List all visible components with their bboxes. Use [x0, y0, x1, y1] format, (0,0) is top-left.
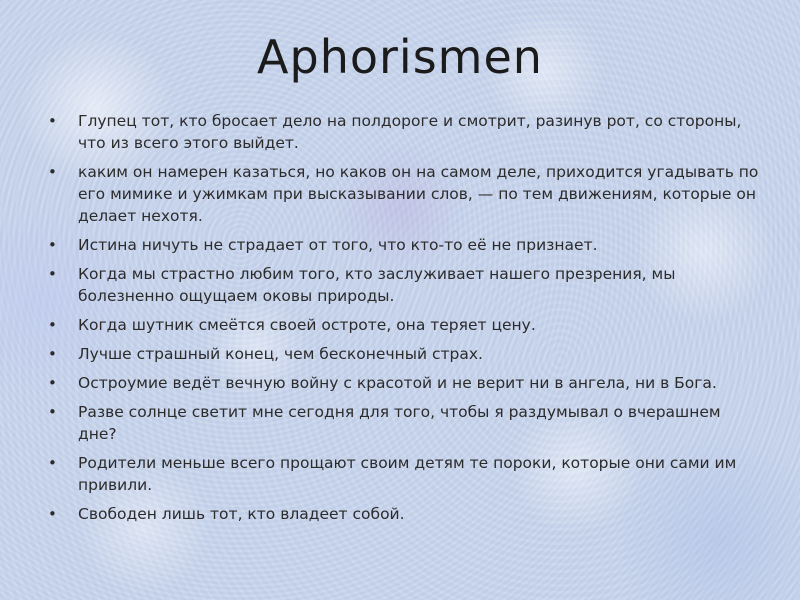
list-item-text: Истина ничуть не страдает от того, что кто-то её не признает. [78, 236, 598, 254]
list-item-text: Остроумие ведёт вечную войну с красотой и не верит ни в ангела, ни в Бога. [78, 374, 717, 392]
list-item [44, 234, 764, 256]
bullet-icon: • [48, 112, 57, 130]
bullet-icon: • [48, 163, 57, 181]
list-item [44, 263, 764, 307]
bullet-icon: • [48, 403, 57, 421]
list-item [44, 343, 764, 365]
aphorism-list [44, 110, 764, 532]
list-item-text: Когда мы страстно любим того, кто заслуживает нашего презрения, мы болезненно ощущаем оковы природы. [78, 265, 676, 305]
list-item [44, 161, 764, 227]
bullet-icon: • [48, 265, 57, 283]
bullet-icon: • [48, 454, 57, 472]
bullet-icon: • [48, 505, 57, 523]
bullet-icon: • [48, 374, 57, 392]
list-item-text: Когда шутник смеётся своей остроте, она теряет цену. [78, 316, 536, 334]
slide-title: Aphorismen [257, 30, 543, 84]
list-item [44, 372, 764, 394]
list-item-text: Разве солнце светит мне сегодня для того, чтобы я раздумывал о вчерашнем дне? [78, 403, 721, 443]
bullet-icon: • [48, 236, 57, 254]
list-item-text: Свободен лишь тот, кто владеет собой. [78, 505, 405, 523]
list-item-text: каким он намерен казаться, но каков он на самом деле, приходится угадывать по его мимике и ужимкам при высказывании слов, — по тем движениям, которые он делает нехотя. [78, 163, 759, 225]
list-item [44, 401, 764, 445]
list-item [44, 110, 764, 154]
list-item-text: Глупец тот, кто бросает дело на полдороге и смотрит, разинув рот, со стороны, что из всего этого выйдет. [78, 112, 742, 152]
bullet-icon: • [48, 345, 57, 363]
list-item [44, 503, 764, 525]
list-item-text: Лучше страшный конец, чем бесконечный страх. [78, 345, 483, 363]
list-item [44, 452, 764, 496]
bullet-icon: • [48, 316, 57, 334]
list-item-text: Родители меньше всего прощают своим детям те пороки, которые они сами им привили. [78, 454, 737, 494]
list-item [44, 314, 764, 336]
